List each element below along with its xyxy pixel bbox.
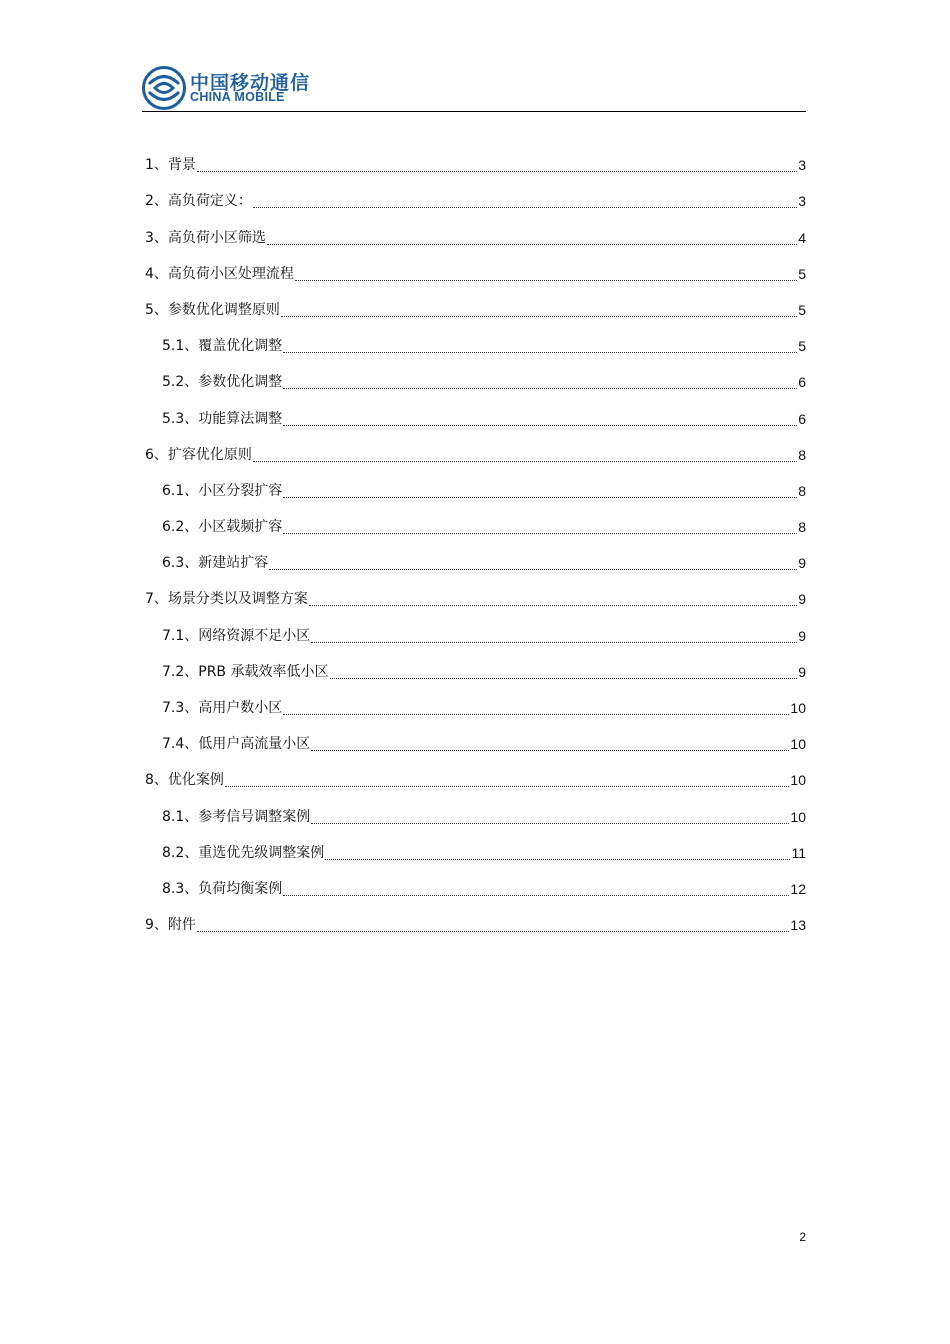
toc-entry[interactable]: [145, 437, 806, 473]
toc-entry[interactable]: [145, 871, 806, 907]
toc-entry-page: 9: [798, 555, 806, 572]
toc-entry-label: 6、扩容优化原则: [145, 446, 252, 463]
toc-entry-label: 5.2、参数优化调整: [162, 374, 283, 391]
toc-leader-dots: [283, 714, 789, 715]
toc-entry[interactable]: [145, 617, 806, 653]
toc-leader-dots: [281, 316, 797, 317]
toc-entry-page: 9: [798, 627, 806, 644]
toc-entry[interactable]: [145, 835, 806, 871]
toc-entry[interactable]: [145, 581, 806, 617]
toc-entry[interactable]: [145, 907, 806, 943]
toc-entry[interactable]: [145, 364, 806, 400]
toc-entry-label: 9、附件: [145, 917, 196, 934]
page-number: 2: [799, 1230, 806, 1244]
toc-entry-page: 5: [798, 338, 806, 355]
toc-leader-dots: [311, 823, 789, 824]
toc-entry-page: 9: [798, 591, 806, 608]
toc-entry-page: 5: [798, 301, 806, 318]
toc-entry-label: 6.2、小区载频扩容: [162, 519, 283, 536]
toc-entry-page: 10: [790, 808, 806, 825]
toc-entry-label: 6.1、小区分裂扩容: [162, 482, 283, 499]
toc-entry[interactable]: [145, 509, 806, 545]
toc-entry-label: 4、高负荷小区处理流程: [145, 265, 294, 282]
toc-entry-page: 6: [798, 410, 806, 427]
toc-entry-page: 9: [798, 663, 806, 680]
toc-leader-dots: [283, 533, 797, 534]
toc-entry-page: 12: [790, 880, 806, 897]
toc-entry-page: 4: [798, 229, 806, 246]
toc-entry-page: 11: [791, 844, 806, 861]
toc-entry-page: 8: [798, 482, 806, 499]
toc-entry-label: 8.1、参考信号调整案例: [162, 808, 311, 825]
toc-entry-label: 5.1、覆盖优化调整: [162, 338, 283, 355]
toc-entry[interactable]: [145, 219, 806, 255]
toc-entry-page: 13: [790, 917, 806, 934]
toc-entry-label: 2、高负荷定义：: [145, 193, 252, 210]
toc-leader-dots: [267, 244, 797, 245]
china-mobile-logo-icon: [142, 66, 186, 110]
toc-entry-page: 3: [798, 193, 806, 210]
toc-entry-page: 10: [790, 772, 806, 789]
toc-leader-dots: [225, 786, 790, 787]
toc-leader-dots: [197, 171, 797, 172]
toc-entry-label: 5、参数优化调整原则: [145, 301, 280, 318]
toc-entry-page: 10: [790, 736, 806, 753]
toc-entry[interactable]: [145, 473, 806, 509]
toc-entry[interactable]: [145, 147, 806, 183]
toc-entry-page: 3: [798, 157, 806, 174]
toc-entry-label: 7.2、PRB 承载效率低小区: [162, 663, 329, 680]
toc-entry-label: 7.1、网络资源不足小区: [162, 627, 311, 644]
toc-leader-dots: [253, 207, 797, 208]
toc-leader-dots: [295, 280, 797, 281]
toc-entry[interactable]: [145, 690, 806, 726]
toc-entry-label: 8.3、负荷均衡案例: [162, 880, 283, 897]
toc-entry[interactable]: [145, 400, 806, 436]
toc-leader-dots: [253, 461, 797, 462]
toc-entry-label: 6.3、新建站扩容: [162, 555, 269, 572]
toc-entry-label: 7.3、高用户数小区: [162, 700, 283, 716]
toc-leader-dots: [309, 605, 797, 606]
toc-entry-label: 7.4、低用户高流量小区: [162, 736, 311, 753]
toc-entry[interactable]: [145, 183, 806, 219]
toc-entry[interactable]: [145, 654, 806, 690]
toc-leader-dots: [283, 497, 797, 498]
toc-leader-dots: [283, 425, 797, 426]
toc-leader-dots: [311, 642, 797, 643]
toc-entry-page: 8: [798, 519, 806, 536]
toc-entry-page: 8: [798, 446, 806, 463]
toc-entry-label: 1、背景: [145, 157, 196, 174]
toc-leader-dots: [197, 931, 790, 932]
toc-entry[interactable]: [145, 726, 806, 762]
toc-leader-dots: [283, 388, 797, 389]
table-of-contents: [145, 147, 806, 943]
toc-leader-dots: [325, 859, 790, 860]
toc-entry-page: 10: [790, 700, 806, 716]
toc-entry[interactable]: [145, 545, 806, 581]
header-rule: [142, 111, 806, 112]
page-header: [142, 64, 806, 112]
toc-entry[interactable]: [145, 762, 806, 798]
toc-entry-label: 8.2、重选优先级调整案例: [162, 844, 325, 861]
toc-entry-label: 8、优化案例: [145, 772, 224, 789]
brand-name-cn: 中国移动通信: [190, 72, 311, 94]
toc-entry-label: 5.3、功能算法调整: [162, 410, 283, 427]
toc-leader-dots: [283, 895, 789, 896]
toc-entry[interactable]: [145, 798, 806, 834]
toc-entry-label: 7、场景分类以及调整方案: [145, 591, 308, 608]
toc-leader-dots: [330, 678, 798, 679]
toc-entry-page: 5: [798, 265, 806, 282]
toc-entry-label: 3、高负荷小区筛选: [145, 229, 266, 246]
toc-leader-dots: [311, 750, 789, 751]
toc-entry-page: 6: [798, 374, 806, 391]
toc-leader-dots: [283, 352, 797, 353]
toc-entry[interactable]: [145, 328, 806, 364]
brand-name-en: CHINA MOBILE: [190, 90, 285, 104]
toc-entry[interactable]: [145, 292, 806, 328]
toc-entry[interactable]: [145, 256, 806, 292]
toc-leader-dots: [269, 569, 797, 570]
